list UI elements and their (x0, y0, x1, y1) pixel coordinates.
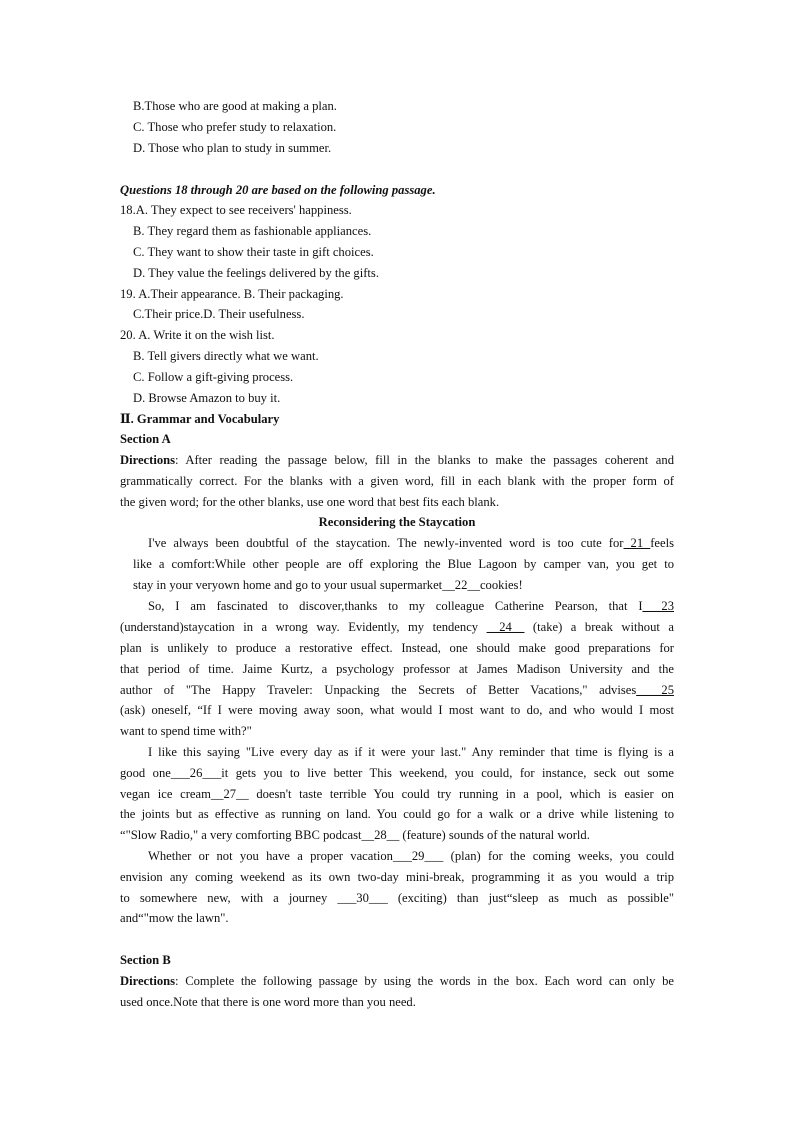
directions-b-line-2: used once.Note that there is one word more than you need. (120, 995, 416, 1009)
blank-26[interactable]: ___26___ (170, 766, 222, 780)
directions-a-line-1: Directions: After reading the passage below, fill in the blanks to make the passages coherent and (120, 453, 674, 467)
q18-option-c: C. They want to show their taste in gift choices. (133, 245, 374, 259)
directions-b-line-1: Directions: Complete the following passage by using the words in the box. Each word can only be (120, 974, 674, 988)
p4-line-3: to somewhere new, with a journey ___30___ (exciting) than just“sleep as much as possible" (120, 891, 674, 905)
p2-line-7: want to spend time with?" (120, 724, 252, 738)
directions-a-line-2: grammatically correct. For the blanks with a given word, fill in each blank with the proper form of (120, 474, 674, 488)
blank-24[interactable]: __24__ (486, 620, 525, 634)
q17-option-c: C. Those who prefer study to relaxation. (133, 120, 337, 134)
p3-line-5: “"Slow Radio," a very comforting BBC podcast__28__ (feature) sounds of the natural world. (120, 828, 590, 842)
q19-options-ab: 19. A.Their appearance. B. Their packaging. (120, 287, 344, 301)
directions-a-line-3: the given word; for the other blanks, use one word that best fits each blank. (120, 495, 500, 509)
q20-option-b: B. Tell givers directly what we want. (133, 349, 319, 363)
p2-line-2: (understand)staycation in a wrong way. Evidently, my tendency __24__ (take) a break without a (120, 620, 674, 634)
blank-25[interactable]: ____25 (636, 683, 674, 697)
blank-22[interactable]: __22__ (442, 578, 480, 592)
blank-27[interactable]: __27__ (210, 787, 249, 801)
p1-line-3: stay in your veryown home and go to your usual supermarket__22__cookies! (133, 578, 523, 592)
q20-option-d: D. Browse Amazon to buy it. (133, 391, 281, 405)
q18-option-a: 18.A. They expect to see receivers' happiness. (120, 203, 352, 217)
blank-28[interactable]: __28__ (361, 828, 400, 842)
p4-line-2: envision any coming weekend as its own two-day mini-break, programming it as you would a trip (120, 870, 674, 884)
blank-29[interactable]: ___29___ (392, 849, 444, 863)
q17-option-d: D. Those who plan to study in summer. (133, 141, 332, 155)
blank-23[interactable]: ___23 (642, 599, 674, 613)
part-title: Ⅱ. Grammar and Vocabulary (120, 412, 280, 426)
p3-line-1: I like this saying "Live every day as if it were your last." Any reminder that time is flying is a (148, 745, 674, 759)
p3-line-2: good one___26___it gets you to live better This weekend, you could, for instance, seck out some (120, 766, 674, 780)
directions-label: Directions (120, 453, 176, 467)
questions-18-20-heading: Questions 18 through 20 are based on the following passage. (120, 183, 436, 197)
p1-line-2: like a comfort:While other people are off exploring the Blue Lagoon by camper van, you get to (133, 557, 674, 571)
blank-21[interactable]: 21 (623, 536, 651, 550)
p4-line-1: Whether or not you have a proper vacation___29___ (plan) for the coming weeks, you could (148, 849, 674, 863)
section-b-heading: Section B (120, 953, 171, 967)
p2-line-3: plan is unlikely to produce a restorative effect. Instead, one should make good preparations for (120, 641, 674, 655)
blank-30[interactable]: ___30___ (337, 891, 388, 905)
p2-line-6: (ask) oneself, “If I were moving away soon, what would I most want to do, and who would I most (120, 703, 674, 717)
q18-option-b: B. They regard them as fashionable appliances. (133, 224, 372, 238)
passage-title: Reconsidering the Staycation (318, 515, 476, 529)
p3-line-4: the joints but as effective as running on land. You could go for a walk or a drive while listening to (120, 807, 674, 821)
p4-line-4: and“"mow the lawn". (120, 911, 229, 925)
p3-line-3: vegan ice cream__27__ doesn't taste terrible You could try running in a pool, which is easier on (120, 787, 674, 801)
q18-option-d: D. They value the feelings delivered by the gifts. (133, 266, 379, 280)
q20-option-a: 20. A. Write it on the wish list. (120, 328, 275, 342)
directions-b-label: Directions (120, 974, 176, 988)
p2-line-1: So, I am fascinated to discover,thanks to my colleague Catherine Pearson, that I___23 (148, 599, 674, 613)
p1-line-1: I've always been doubtful of the staycation. The newly-invented word is too cute for 21 feels (148, 536, 674, 550)
q17-option-b: B.Those who are good at making a plan. (133, 99, 337, 113)
q20-option-c: C. Follow a gift-giving process. (133, 370, 294, 384)
q19-options-cd: C.Their price.D. Their usefulness. (133, 307, 305, 321)
section-a-heading: Section A (120, 432, 171, 446)
p2-line-4: that period of time. Jaime Kurtz, a psychology professor at James Madison University and the (120, 662, 674, 676)
p2-line-5: author of "The Happy Traveler: Unpacking the Secrets of Better Vacations," advises____25 (120, 683, 674, 697)
